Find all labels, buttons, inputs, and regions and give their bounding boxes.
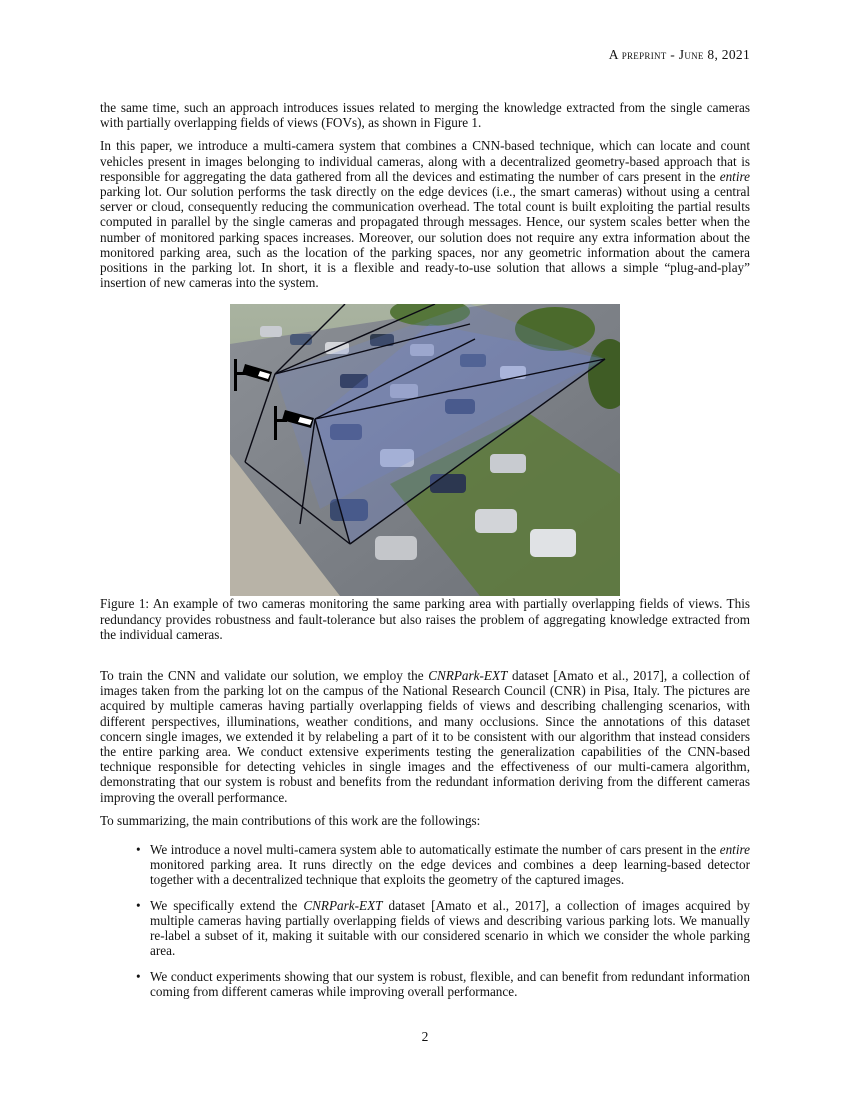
page-body <box>100 100 750 1009</box>
paragraph-contributions-intro: To summarizing, the main contributions of this work are the followings: <box>100 812 481 828</box>
bullet-symbol: • <box>136 968 141 984</box>
bullet1-text-a: We introduce a novel multi-camera system able to automatically estimate the number of cars present in the <box>150 842 720 858</box>
car <box>475 509 517 533</box>
parking-lot-illustration <box>230 304 620 596</box>
car <box>375 536 417 560</box>
para2-text-a: In this paper, we introduce a multi-camera system that combines a CNN-based technique, which can locate and count vehicles present in images belonging to individual cameras, along with a decentralized geometry-based approach that is responsible for aggregating the data gathered from all the devices and estimating the number of cars present in the <box>100 138 750 184</box>
para2-emphasis: entire <box>719 168 750 184</box>
paragraph-contribution-overview <box>100 138 750 290</box>
contributions-list <box>100 842 750 999</box>
bullet3-text: We conduct experiments showing that our system is robust, flexible, and can benefit from redundant information coming from different cameras while improving overall performance. <box>150 968 750 999</box>
bullet-symbol: • <box>136 842 141 858</box>
bullet1-emphasis: entire <box>719 842 750 858</box>
para3-emphasis: CNRPark-EXT <box>428 668 508 684</box>
paragraph-intro-continuation: the same time, such an approach introduces issues related to merging the knowledge extracted from the single cameras with partially overlapping fields of views (FOVs), as shown in Figure 1. <box>100 100 750 131</box>
figure-1-caption: Figure 1: An example of two cameras monitoring the same parking area with partially overlapping fields of views. This redundancy provides robustness and fault-tolerance but also raises the problem of aggregating knowledge extracted from the individual cameras. <box>100 596 750 642</box>
page-number: 2 <box>421 1029 429 1044</box>
bullet-symbol: • <box>136 897 141 913</box>
header-label: A preprint <box>608 47 667 62</box>
paragraph-dataset <box>100 668 750 805</box>
list-item <box>100 842 750 888</box>
car <box>490 454 526 473</box>
para3-text-a: To train the CNN and validate our solution, we employ the <box>100 668 429 684</box>
para3-text-b: dataset [Amato et al., 2017], a collection of images taken from the parking lot on the campus of the National Research Council (CNR) in Pisa, Italy. The pictures are acquired by multiple cameras having partially overlapping fields of views and describing challenging scenarios, with different perspectives, illuminations, weather conditions, and many occlusions. Since the annotations of this dataset concern single images, we extended it by relabeling a part of it to be consistent with our algorithm that instead considers the entire parking area. We conduct extensive experiments testing the generalization capabilities of the CNN-based technique responsible for detecting vehicles in single images and the effectiveness of our multi-camera algorithm, demonstrating that our system is robust and benefits from the redundant information deriving from the different cameras improving the overall performance. <box>100 668 751 805</box>
bullet2-text-a: We specifically extend the <box>150 897 304 913</box>
header-separator: - <box>666 47 679 62</box>
running-header <box>609 47 750 63</box>
list-item <box>100 969 750 999</box>
bullet1-text-b: monitored parking area. It runs directly on the edge devices and combines a deep learning-based detector together with a decentralized technique that exploits the geometry of the captured images. <box>150 857 750 888</box>
bullet2-emphasis: CNRPark-EXT <box>303 897 383 913</box>
bullet2-text-b: dataset [Amato et al., 2017], a collection of images acquired by multiple cameras having partially overlapping fields of views and describing various parking lots. We manually re-label a subset of it, making it suitable with our considered scenario in which we consider the whole parking area. <box>150 897 750 959</box>
car <box>260 326 282 337</box>
para2-text-b: parking lot. Our solution performs the task directly on the edge devices (i.e., the smart cameras) without using a central server or cloud, consequently reducing the communication overhead. The total count is built exploiting the partial results computed in parallel by the single cameras and propagated through messages. Hence, our system scales better when the number of monitored parking spaces increases. Moreover, our solution does not require any extra information about the monitored parking area, such as the location of the parking spaces, nor any geometric information about the camera positions in the parking lot. In short, it is a flexible and ready-to-use solution that allows a simple “plug-and-play” insertion of new cameras into the system. <box>100 184 750 291</box>
car <box>530 529 576 557</box>
figure-1-photo <box>230 304 620 596</box>
list-item <box>100 898 750 959</box>
header-date: June 8, 2021 <box>678 47 750 62</box>
